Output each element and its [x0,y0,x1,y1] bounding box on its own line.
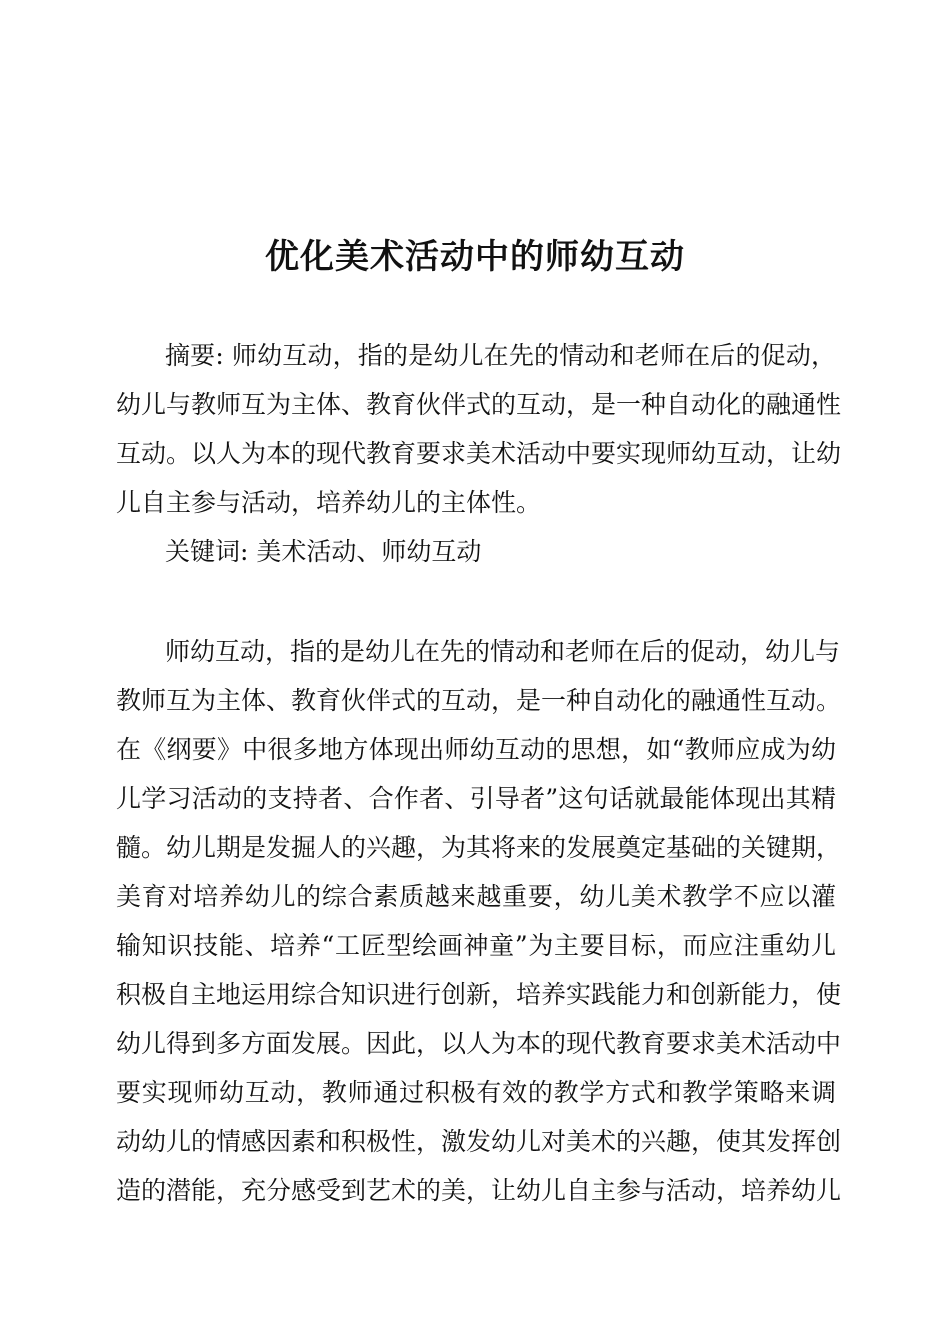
body-line: 美育对培养幼儿的综合素质越来越重要，幼儿美术教学不应以灌 [116,882,836,911]
abstract-line: 儿自主参与活动，培养幼儿的主体性。 [116,488,542,517]
abstract-line: 摘要: 师幼互动，指的是幼儿在先的情动和老师在后的促动， [165,341,836,370]
body-line: 师幼互动，指的是幼儿在先的情动和老师在后的促动，幼儿与 [165,637,841,666]
abstract-line: 互动。以人为本的现代教育要求美术活动中要实现师幼互动，让幼 [116,439,842,468]
body-line: 在《纲要》中很多地方体现出师幼互动的思想，如“教师应成为幼 [116,735,836,764]
body-line: 髓。幼儿期是发掘人的兴趣，为其将来的发展奠定基础的关键期， [116,833,842,862]
abstract-line: 幼儿与教师互为主体、教育伙伴式的互动，是一种自动化的融通性 [116,390,842,419]
body-line: 动幼儿的情感因素和积极性，激发幼儿对美术的兴趣，使其发挥创 [116,1127,842,1156]
keywords-line: 关键词: 美术活动、师幼互动 [165,537,482,566]
body-line: 要实现师幼互动，教师通过积极有效的教学方式和教学策略来调 [116,1078,836,1107]
body-line: 积极自主地运用综合知识进行创新，培养实践能力和创新能力，使 [116,980,842,1009]
body-line: 幼儿得到多方面发展。因此，以人为本的现代教育要求美术活动中 [116,1029,842,1058]
body-line: 教师互为主体、教育伙伴式的互动，是一种自动化的融通性互动。 [116,686,842,715]
body-line: 儿学习活动的支持者、合作者、引导者”这句话就最能体现出其精 [116,784,836,813]
body-line: 输知识技能、培养“工匠型绘画神童”为主要目标，而应注重幼儿 [116,931,836,960]
document-title: 优化美术活动中的师幼互动 [265,237,685,277]
body-line: 造的潜能，充分感受到艺术的美，让幼儿自主参与活动，培养幼儿 [116,1176,842,1205]
